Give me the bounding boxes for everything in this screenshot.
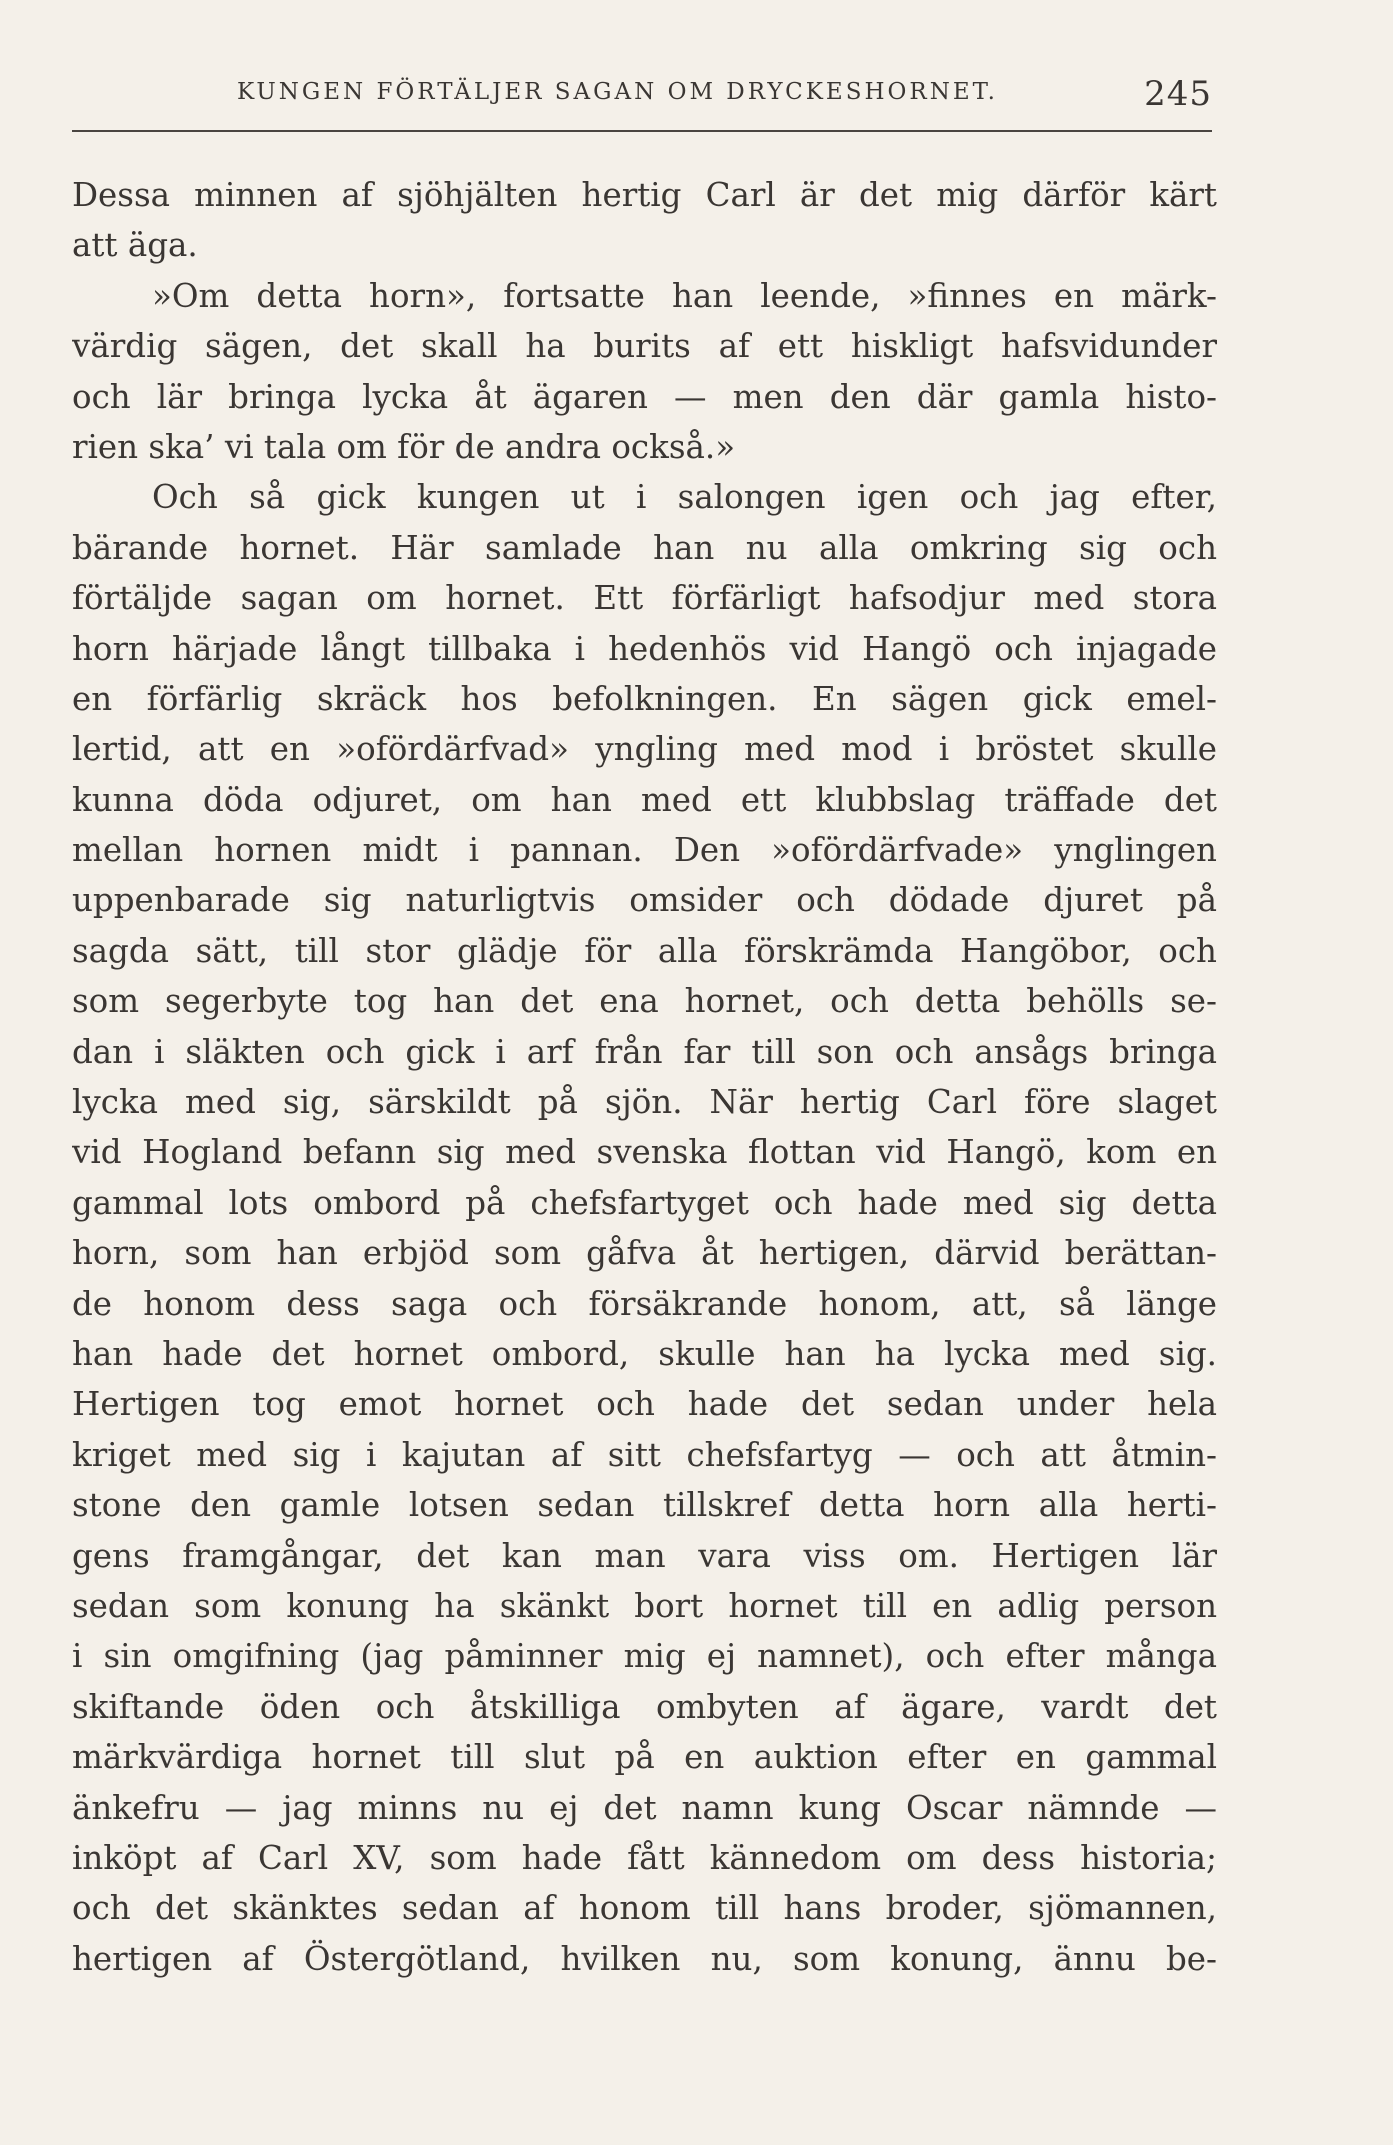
text-line: kriget med sig i kajutan af sitt chefsfartyg — och att åtmin- bbox=[72, 1435, 1217, 1474]
page-number: 245 bbox=[1144, 74, 1212, 114]
running-title: KUNGEN FÖRTÄLJER SAGAN OM DRYCKESHORNET. bbox=[237, 79, 998, 105]
text-line: Och så gick kungen ut i salongen igen och jag efter, bbox=[152, 478, 1217, 517]
text-line: han hade det hornet ombord, skulle han ha lycka med sig. bbox=[72, 1334, 1217, 1373]
page-header bbox=[72, 72, 1212, 112]
text-line: värdig sägen, det skall ha burits af ett hiskligt hafsvidunder bbox=[72, 327, 1217, 366]
text-line: att äga. bbox=[72, 226, 198, 265]
text-line: och det skänktes sedan af honom till hans broder, sjömannen, bbox=[72, 1889, 1217, 1928]
text-line: mellan hornen midt i pannan. Den »ofördärfvade» ynglingen bbox=[72, 831, 1217, 870]
text-line: gens framgångar, det kan man vara viss om. Hertigen lär bbox=[72, 1536, 1217, 1575]
text-line: lertid, att en »ofördärfvad» yngling med mod i bröstet skulle bbox=[72, 730, 1217, 769]
text-line: inköpt af Carl XV, som hade fått kännedom om dess historia; bbox=[72, 1838, 1217, 1877]
text-line: kunna döda odjuret, om han med ett klubbslag träffade det bbox=[72, 780, 1217, 819]
text-line: gammal lots ombord på chefsfartyget och hade med sig detta bbox=[72, 1183, 1217, 1222]
text-line: bärande hornet. Här samlade han nu alla omkring sig och bbox=[72, 528, 1217, 567]
text-line: uppenbarade sig naturligtvis omsider och dödade djuret på bbox=[72, 881, 1217, 920]
body-text bbox=[72, 170, 1217, 1984]
text-line: märkvärdiga hornet till slut på en auktion efter en gammal bbox=[72, 1738, 1217, 1777]
header-rule bbox=[72, 130, 1212, 132]
text-line: och lär bringa lycka åt ägaren — men den där gamla histo- bbox=[72, 377, 1217, 416]
text-line: hertigen af Östergötland, hvilken nu, som konung, ännu be- bbox=[72, 1939, 1217, 1978]
text-line: dan i släkten och gick i arf från far till son och ansågs bringa bbox=[72, 1032, 1217, 1071]
text-line: förtäljde sagan om hornet. Ett förfärligt hafsodjur med stora bbox=[72, 579, 1217, 618]
text-line: rien ska’ vi tala om för de andra också.» bbox=[72, 427, 736, 466]
text-line: skiftande öden och åtskilliga ombyten af ägare, vardt det bbox=[72, 1687, 1217, 1726]
text-line: horn härjade långt tillbaka i hedenhös vid Hangö och injagade bbox=[72, 629, 1217, 668]
text-line: Dessa minnen af sjöhjälten hertig Carl är det mig därför kärt bbox=[72, 176, 1217, 214]
text-line: en förfärlig skräck hos befolkningen. En sägen gick emel- bbox=[72, 679, 1217, 718]
text-line: horn, som han erbjöd som gåfva åt hertigen, därvid berättan- bbox=[72, 1234, 1217, 1273]
text-line: de honom dess saga och försäkrande honom, att, så länge bbox=[72, 1284, 1217, 1323]
text-line: som segerbyte tog han det ena hornet, och detta behölls se- bbox=[72, 982, 1217, 1021]
text-line: sagda sätt, till stor glädje för alla förskrämda Hangöbor, och bbox=[72, 931, 1217, 970]
text-line: i sin omgifning (jag påminner mig ej namnet), och efter många bbox=[72, 1637, 1217, 1676]
text-line: stone den gamle lotsen sedan tillskref detta horn alla herti- bbox=[72, 1486, 1217, 1525]
text-line: vid Hogland befann sig med svenska flottan vid Hangö, kom en bbox=[72, 1133, 1217, 1172]
text-line: sedan som konung ha skänkt bort hornet till en adlig person bbox=[72, 1586, 1217, 1625]
text-line: »Om detta horn», fortsatte han leende, »finnes en märk- bbox=[152, 276, 1217, 315]
text-line: änkefru — jag minns nu ej det namn kung Oscar nämnde — bbox=[72, 1788, 1217, 1827]
text-line: Hertigen tog emot hornet och hade det sedan under hela bbox=[72, 1385, 1217, 1424]
text-line: lycka med sig, särskildt på sjön. När hertig Carl före slaget bbox=[72, 1083, 1217, 1122]
